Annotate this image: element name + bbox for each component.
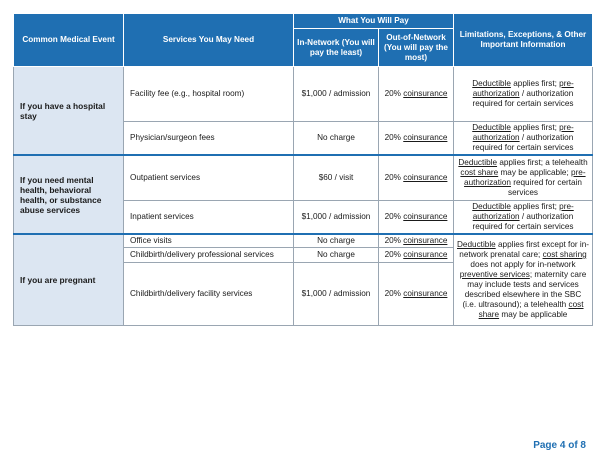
service-name: Office visits: [124, 234, 294, 248]
deductible-link[interactable]: Deductible: [472, 123, 511, 132]
lim-text: ; maternity care may include tests and services described elsewhere in the SBC (i.e. ultrasound); a telehealth: [462, 270, 587, 309]
benefits-table: [13, 13, 593, 326]
header-services: Services You May Need: [124, 14, 294, 67]
deductible-link[interactable]: Deductible: [457, 240, 496, 249]
lim-text: applies first; a telehealth: [497, 158, 588, 167]
header-limitations: Limitations, Exceptions, & Other Important Information: [454, 14, 593, 67]
lim-text: / authorization required for certain services: [472, 212, 574, 231]
limitations-text: [454, 234, 593, 326]
out-network-pct: 20%: [384, 212, 401, 221]
coinsurance-link[interactable]: coinsurance: [403, 289, 448, 298]
out-network-pct: 20%: [384, 250, 401, 259]
in-network-cost: $1,000 / admission: [294, 201, 379, 235]
header-out-network: Out-of-Network (You will pay the most): [379, 29, 454, 67]
event-mental-health: If you need mental health, behavioral health, or substance abuse services: [14, 155, 124, 234]
coinsurance-link[interactable]: coinsurance: [403, 236, 448, 245]
page-number: Page 4 of 8: [533, 440, 586, 451]
limitations-text: [454, 67, 593, 122]
limitations-text: [454, 155, 593, 201]
in-network-cost: No charge: [294, 122, 379, 156]
lim-text: applies first;: [510, 202, 560, 211]
event-hospital-stay: If you have a hospital stay: [14, 67, 124, 156]
coinsurance-link[interactable]: coinsurance: [403, 133, 448, 142]
table-header: [14, 14, 593, 67]
preauthorization-link[interactable]: pre-authorization: [464, 168, 586, 187]
in-network-cost: No charge: [294, 234, 379, 248]
cost-sharing-link[interactable]: cost sharing: [542, 250, 587, 259]
lim-text: / authorization required for certain services: [472, 89, 574, 108]
limitations-text: [454, 122, 593, 156]
preauthorization-link[interactable]: pre-authorization: [472, 79, 574, 98]
out-network-pct: 20%: [384, 173, 401, 182]
table-row: [14, 67, 593, 122]
lim-text: does not apply for in-network: [470, 260, 576, 269]
preauthorization-link[interactable]: pre-authorization: [472, 202, 574, 221]
deductible-link[interactable]: Deductible: [472, 79, 511, 88]
in-network-cost: $60 / visit: [294, 155, 379, 201]
service-name: Outpatient services: [124, 155, 294, 201]
service-name: Childbirth/delivery professional services: [124, 248, 294, 263]
in-network-cost: No charge: [294, 248, 379, 263]
service-name: Inpatient services: [124, 201, 294, 235]
coinsurance-link[interactable]: coinsurance: [403, 89, 448, 98]
header-common-event: Common Medical Event: [14, 14, 124, 67]
coinsurance-link[interactable]: coinsurance: [403, 173, 448, 182]
service-name: Physician/surgeon fees: [124, 122, 294, 156]
header-in-network: In-Network (You will pay the least): [294, 29, 379, 67]
deductible-link[interactable]: Deductible: [458, 158, 498, 167]
cost-share-link[interactable]: cost share: [460, 168, 499, 177]
preauthorization-link[interactable]: pre-authorization: [472, 123, 574, 142]
out-network-pct: 20%: [384, 133, 401, 142]
out-network-cost: [379, 122, 454, 156]
preventive-services-link[interactable]: preventive services: [459, 270, 530, 279]
lim-text: applies first;: [510, 123, 560, 132]
service-name: Facility fee (e.g., hospital room): [124, 67, 294, 122]
event-pregnant: If you are pregnant: [14, 234, 124, 326]
out-network-cost: [379, 67, 454, 122]
coinsurance-link[interactable]: coinsurance: [403, 212, 448, 221]
lim-text: applies first;: [510, 79, 560, 88]
out-network-pct: 20%: [384, 236, 401, 245]
deductible-link[interactable]: Deductible: [472, 202, 511, 211]
cost-share-link[interactable]: cost share: [478, 300, 584, 319]
out-network-pct: 20%: [384, 289, 401, 298]
in-network-cost: $1,000 / admission: [294, 263, 379, 326]
service-name: Childbirth/delivery facility services: [124, 263, 294, 326]
lim-text: may be applicable: [499, 310, 568, 319]
lim-text: may be applicable;: [498, 168, 572, 177]
out-network-cost: [379, 201, 454, 235]
limitations-text: [454, 201, 593, 235]
lim-text: applies first except for in-network prenatal care;: [459, 240, 589, 259]
out-network-cost: [379, 248, 454, 263]
coinsurance-link[interactable]: coinsurance: [403, 250, 448, 259]
out-network-cost: [379, 234, 454, 248]
table-row: [14, 234, 593, 248]
out-network-pct: 20%: [384, 89, 401, 98]
header-what-you-pay: What You Will Pay: [294, 14, 454, 29]
in-network-cost: $1,000 / admission: [294, 67, 379, 122]
table-row: [14, 155, 593, 201]
lim-text: required for certain services: [507, 178, 582, 197]
out-network-cost: [379, 263, 454, 326]
out-network-cost: [379, 155, 454, 201]
lim-text: / authorization required for certain services: [472, 133, 574, 152]
